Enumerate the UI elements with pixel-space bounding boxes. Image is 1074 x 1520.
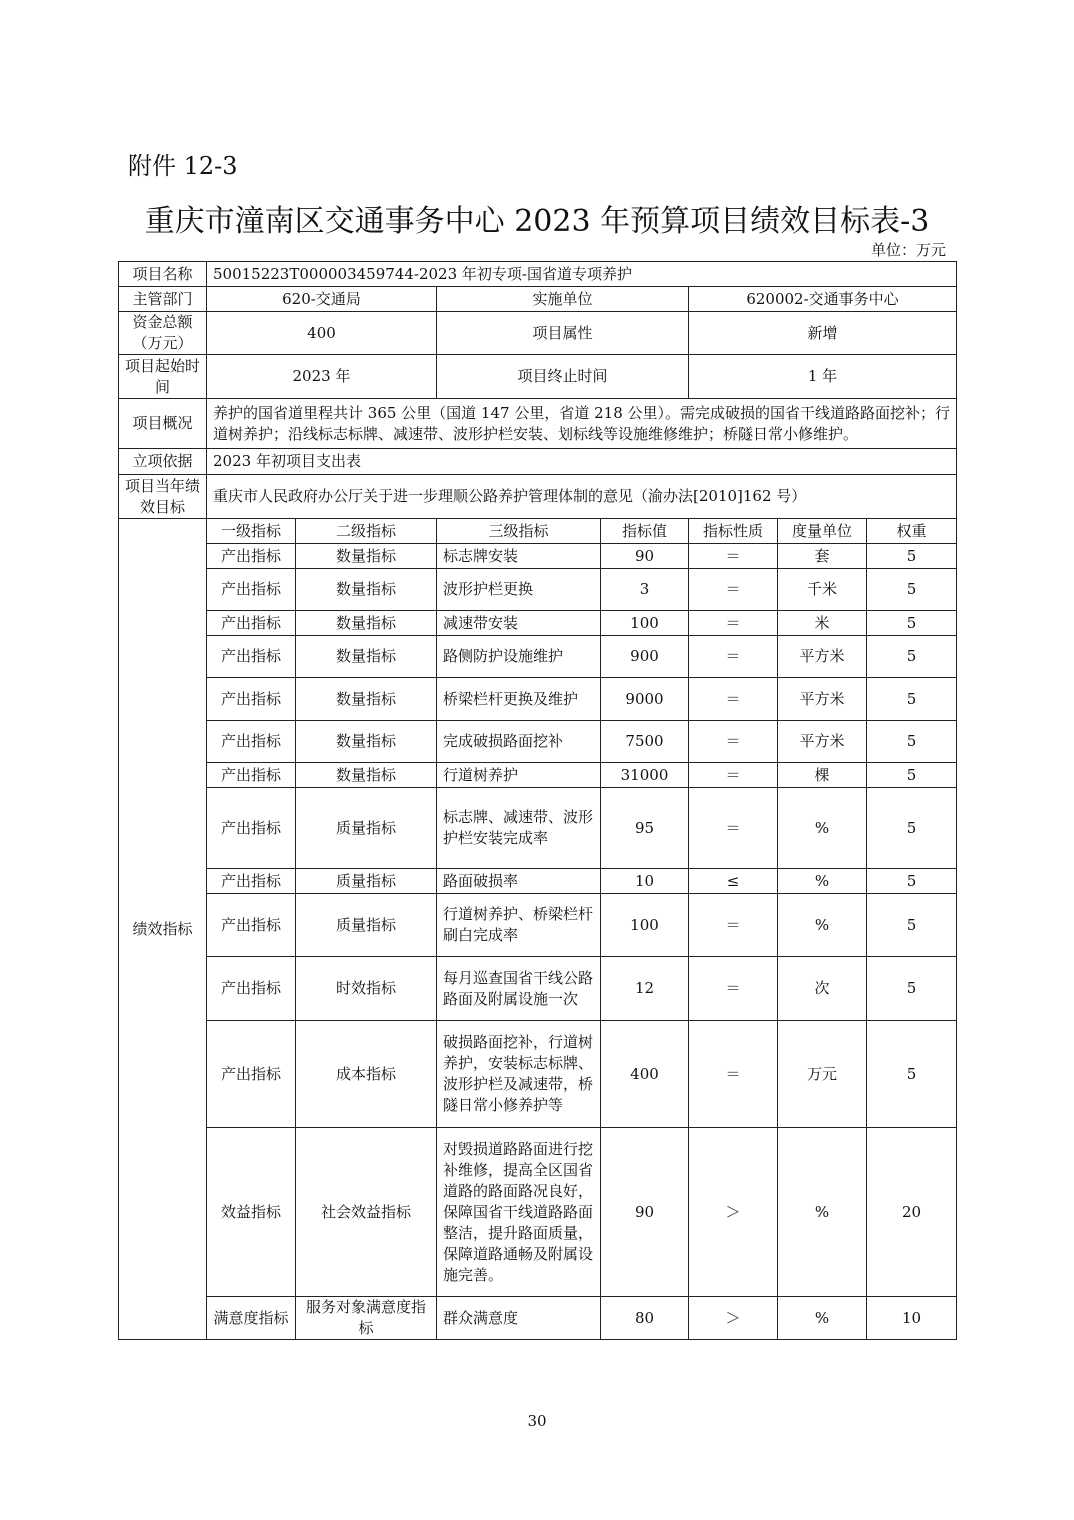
label-start: 项目起始时间 — [119, 355, 207, 399]
cell-level2: 数量指标 — [296, 569, 437, 611]
cell-level1: 产出指标 — [207, 636, 296, 678]
cell-level1: 产出指标 — [207, 544, 296, 569]
cell-value: 400 — [601, 1021, 689, 1128]
cell-level1: 产出指标 — [207, 678, 296, 721]
cell-weight: 5 — [867, 569, 957, 611]
header-cell: 权重 — [867, 519, 957, 544]
label-indicators: 绩效指标 — [119, 519, 207, 1340]
label-goal: 项目当年绩效目标 — [119, 475, 207, 519]
cell-unit: 棵 — [778, 763, 867, 788]
cell-level2: 数量指标 — [296, 763, 437, 788]
cell-unit: % — [778, 869, 867, 894]
cell-operator: ＝ — [689, 894, 778, 957]
cell-level1: 产出指标 — [207, 763, 296, 788]
cell-operator: ＞ — [689, 1128, 778, 1297]
cell-level2: 服务对象满意度指标 — [296, 1297, 437, 1340]
cell-level3: 桥梁栏杆更换及维护 — [437, 678, 601, 721]
indicator-row — [119, 788, 957, 869]
header-cell: 三级指标 — [437, 519, 601, 544]
cell-weight: 5 — [867, 788, 957, 869]
cell-weight: 5 — [867, 1021, 957, 1128]
indicator-row — [119, 611, 957, 636]
attr: 新增 — [689, 312, 957, 355]
cell-weight: 5 — [867, 721, 957, 763]
overview: 养护的国省道里程共计 365 公里（国道 147 公里，省道 218 公里）。需完成破损的国省干线道路路面挖补；行道树养护；沿线标志标牌、减速带、波形护栏安装、划标线等设施维修维护；桥隧日常小修维护。 — [207, 399, 957, 449]
cell-level1: 效益指标 — [207, 1128, 296, 1297]
cell-weight: 5 — [867, 957, 957, 1021]
indicator-row — [119, 763, 957, 788]
row-dept — [119, 287, 957, 312]
indicator-row — [119, 957, 957, 1021]
cell-level3: 对毁损道路路面进行挖补维修，提高全区国省道路的路面路况良好，保障国省干线道路路面整洁，提升路面质量，保障道路通畅及附属设施完善。 — [437, 1128, 601, 1297]
goal: 重庆市人民政府办公厅关于进一步理顺公路养护管理体制的意见（渝办法[2010]162 号） — [207, 475, 957, 519]
unit-label: 单位：万元 — [870, 241, 946, 259]
cell-weight: 5 — [867, 869, 957, 894]
header-cell: 度量单位 — [778, 519, 867, 544]
cell-level2: 数量指标 — [296, 611, 437, 636]
cell-level2: 数量指标 — [296, 636, 437, 678]
indicator-row — [119, 894, 957, 957]
cell-level1: 产出指标 — [207, 788, 296, 869]
cell-weight: 20 — [867, 1128, 957, 1297]
indicator-row — [119, 1128, 957, 1297]
end: 1 年 — [689, 355, 957, 399]
cell-operator: ＝ — [689, 788, 778, 869]
cell-level1: 产出指标 — [207, 1021, 296, 1128]
cell-value: 80 — [601, 1297, 689, 1340]
cell-value: 9000 — [601, 678, 689, 721]
basis: 2023 年初项目支出表 — [207, 449, 957, 475]
cell-operator: ＝ — [689, 611, 778, 636]
cell-unit: 平方米 — [778, 721, 867, 763]
row-time — [119, 355, 957, 399]
cell-weight: 5 — [867, 544, 957, 569]
header-cell: 指标值 — [601, 519, 689, 544]
cell-level2: 质量指标 — [296, 894, 437, 957]
cell-value: 10 — [601, 869, 689, 894]
cell-level3: 行道树养护、桥梁栏杆刷白完成率 — [437, 894, 601, 957]
row-fund — [119, 312, 957, 355]
cell-weight: 5 — [867, 763, 957, 788]
indicator-row — [119, 636, 957, 678]
cell-operator: ≤ — [689, 869, 778, 894]
cell-level2: 成本指标 — [296, 1021, 437, 1128]
row-basis — [119, 449, 957, 475]
cell-value: 900 — [601, 636, 689, 678]
cell-operator: ＝ — [689, 721, 778, 763]
cell-value: 95 — [601, 788, 689, 869]
label-dept: 主管部门 — [119, 287, 207, 312]
cell-level3: 行道树养护 — [437, 763, 601, 788]
label-impl: 实施单位 — [437, 287, 689, 312]
cell-level3: 群众满意度 — [437, 1297, 601, 1340]
cell-value: 100 — [601, 894, 689, 957]
cell-unit: 套 — [778, 544, 867, 569]
cell-level3: 波形护栏更换 — [437, 569, 601, 611]
indicator-row — [119, 678, 957, 721]
dept: 620-交通局 — [207, 287, 437, 312]
cell-level3: 路侧防护设施维护 — [437, 636, 601, 678]
cell-weight: 5 — [867, 894, 957, 957]
cell-weight: 5 — [867, 678, 957, 721]
cell-level1: 满意度指标 — [207, 1297, 296, 1340]
label-project-name: 项目名称 — [119, 262, 207, 287]
indicator-header-row — [119, 519, 957, 544]
cell-operator: ＝ — [689, 1021, 778, 1128]
row-overview — [119, 399, 957, 449]
cell-level3: 破损路面挖补，行道树养护，安装标志标牌、波形护栏及减速带，桥隧日常小修养护等 — [437, 1021, 601, 1128]
cell-value: 31000 — [601, 763, 689, 788]
cell-value: 12 — [601, 957, 689, 1021]
fund: 400 — [207, 312, 437, 355]
cell-level1: 产出指标 — [207, 957, 296, 1021]
cell-level2: 时效指标 — [296, 957, 437, 1021]
cell-level3: 每月巡查国省干线公路路面及附属设施一次 — [437, 957, 601, 1021]
cell-unit: 米 — [778, 611, 867, 636]
performance-table — [118, 261, 957, 1340]
header-cell: 一级指标 — [207, 519, 296, 544]
cell-level3: 标志牌安装 — [437, 544, 601, 569]
cell-level3: 完成破损路面挖补 — [437, 721, 601, 763]
cell-level2: 质量指标 — [296, 788, 437, 869]
cell-unit: % — [778, 1128, 867, 1297]
indicator-row — [119, 721, 957, 763]
cell-level2: 质量指标 — [296, 869, 437, 894]
cell-level1: 产出指标 — [207, 869, 296, 894]
cell-unit: 平方米 — [778, 636, 867, 678]
cell-operator: ＝ — [689, 957, 778, 1021]
cell-level2: 数量指标 — [296, 678, 437, 721]
start: 2023 年 — [207, 355, 437, 399]
cell-unit: 次 — [778, 957, 867, 1021]
cell-level3: 减速带安装 — [437, 611, 601, 636]
attachment-label: 附件 12-3 — [128, 152, 238, 180]
cell-unit: % — [778, 788, 867, 869]
row-project-name — [119, 262, 957, 287]
indicator-row — [119, 869, 957, 894]
row-goal — [119, 475, 957, 519]
cell-operator: ＝ — [689, 763, 778, 788]
header-cell: 指标性质 — [689, 519, 778, 544]
cell-weight: 5 — [867, 636, 957, 678]
label-basis: 立项依据 — [119, 449, 207, 475]
label-attr: 项目属性 — [437, 312, 689, 355]
indicator-row — [119, 1297, 957, 1340]
cell-unit: 千米 — [778, 569, 867, 611]
cell-unit: 万元 — [778, 1021, 867, 1128]
cell-level1: 产出指标 — [207, 569, 296, 611]
cell-level1: 产出指标 — [207, 721, 296, 763]
cell-unit: % — [778, 1297, 867, 1340]
indicator-row — [119, 544, 957, 569]
page-number: 30 — [527, 1412, 547, 1430]
cell-operator: ＞ — [689, 1297, 778, 1340]
indicator-row — [119, 1021, 957, 1128]
cell-value: 90 — [601, 544, 689, 569]
cell-weight: 10 — [867, 1297, 957, 1340]
impl: 620002-交通事务中心 — [689, 287, 957, 312]
cell-value: 90 — [601, 1128, 689, 1297]
cell-unit: % — [778, 894, 867, 957]
cell-value: 100 — [601, 611, 689, 636]
cell-operator: ＝ — [689, 678, 778, 721]
project-name: 50015223T000003459744-2023 年初专项-国省道专项养护 — [207, 262, 957, 287]
label-end: 项目终止时间 — [437, 355, 689, 399]
header-cell: 二级指标 — [296, 519, 437, 544]
cell-value: 7500 — [601, 721, 689, 763]
cell-operator: ＝ — [689, 636, 778, 678]
cell-value: 3 — [601, 569, 689, 611]
cell-weight: 5 — [867, 611, 957, 636]
indicator-row — [119, 569, 957, 611]
label-fund: 资金总额（万元） — [119, 312, 207, 355]
cell-unit: 平方米 — [778, 678, 867, 721]
cell-level2: 社会效益指标 — [296, 1128, 437, 1297]
cell-level3: 标志牌、减速带、波形护栏安装完成率 — [437, 788, 601, 869]
cell-level1: 产出指标 — [207, 611, 296, 636]
cell-operator: ＝ — [689, 544, 778, 569]
cell-level2: 数量指标 — [296, 721, 437, 763]
cell-level1: 产出指标 — [207, 894, 296, 957]
cell-level2: 数量指标 — [296, 544, 437, 569]
cell-level3: 路面破损率 — [437, 869, 601, 894]
document-title: 重庆市潼南区交通事务中心 2023 年预算项目绩效目标表-3 — [144, 204, 930, 239]
cell-operator: ＝ — [689, 569, 778, 611]
label-overview: 项目概况 — [119, 399, 207, 449]
